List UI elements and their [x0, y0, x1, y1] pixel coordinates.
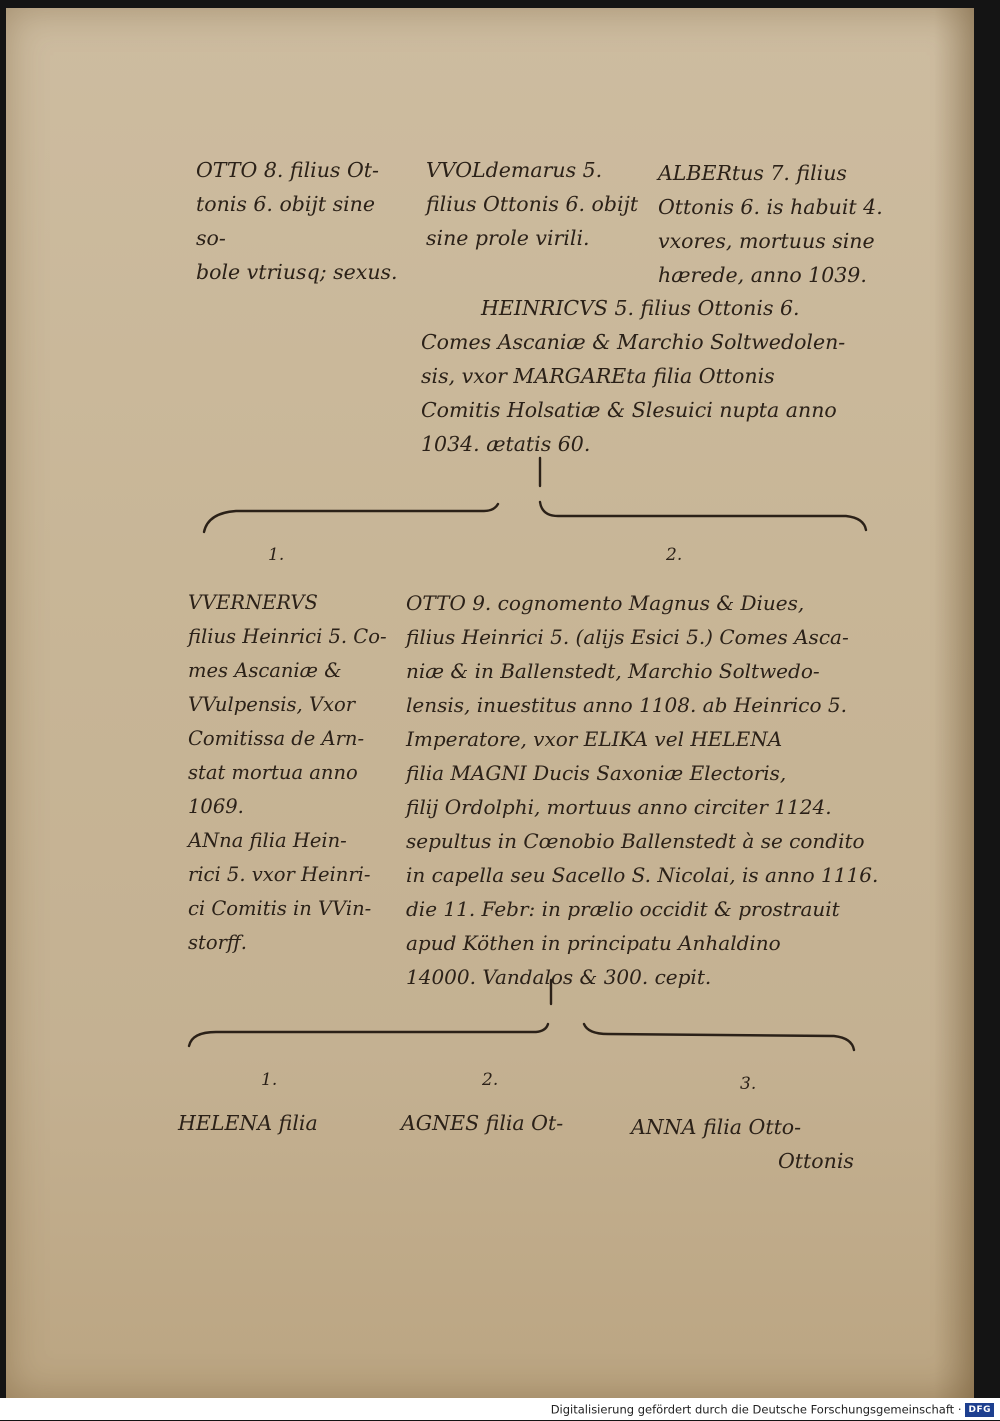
entry-anna: ANNA filia Otto- [631, 1115, 802, 1139]
footer-text: Digitalisierung gefördert durch die Deutsche Forschungsgemeinschaft · [550, 1402, 962, 1417]
entry-albertus: ALBERtus 7. filius Ottonis 6. is habuit 4. vxores, mortuus sine hærede, anno 1039. [658, 161, 883, 287]
entry-vvoldemarus: VVOLdemarus 5. filius Ottonis 6. obijt sine prole virili. [426, 158, 639, 250]
brace-gen2-right [584, 1024, 854, 1050]
entry-agnes: AGNES filia Ot- [401, 1111, 564, 1135]
brace-gen2-left [189, 1024, 548, 1046]
catchword: Ottonis [778, 1149, 854, 1173]
branch-number: 1. [261, 1070, 278, 1090]
entry-otto-9: OTTO 9. cognomento Magnus & Diues, filius Heinrici 5. (alijs Esici 5.) Comes Asca- niæ & in Ballenstedt, Marchio Soltwedo- lensis, inuestitus anno 1108. ab Heinrico 5. Imperatore, vxor ELIKA vel HELENA filia MAGNI Ducis Saxoniæ Electoris, filij Ordolphi, mortuus anno circiter 1124. sepultus in Cœnobio Ballenstedt à se condito in capella seu Sacello S. Nicolai, is anno 1116. die 11. Febr: in prælio occidit & prostrauit apud Köthen in principatu Anhaldino 14000. Vandalos & 300. cepit. [406, 591, 879, 989]
branch-number: 3. [740, 1074, 757, 1094]
entry-heinricus: HEINRICVS 5. filius Ottonis 6. Comes Ascaniæ & Marchio Soltwedolen- sis, vxor MARGAREta filia Ottonis Comitis Holsatiæ & Slesuici nupta anno 1034. ætatis 60. [421, 296, 846, 456]
brace-gen1-left [204, 504, 498, 532]
scanned-page [6, 8, 974, 1398]
entry-helena: HELENA filia [178, 1111, 318, 1135]
dfg-logo-icon: DFG [965, 1403, 994, 1417]
footer-bar [0, 1398, 1000, 1420]
entry-vvernerus: VVERNERVS filius Heinrici 5. Co- mes Ascaniæ & VVulpensis, Vxor Comitissa de Arn- stat mortua anno 1069. ANna filia Hein- rici 5. vxor Heinri- ci Comitis in VVin- storff. [188, 591, 387, 954]
branch-number: 1. [268, 545, 285, 565]
branch-number: 2. [666, 545, 683, 565]
brace-gen1-right [540, 502, 866, 530]
entry-otto-8: OTTO 8. filius Ot- tonis 6. obijt sine so- bole vtriusq; sexus. [196, 158, 398, 284]
branch-number: 2. [482, 1070, 499, 1090]
